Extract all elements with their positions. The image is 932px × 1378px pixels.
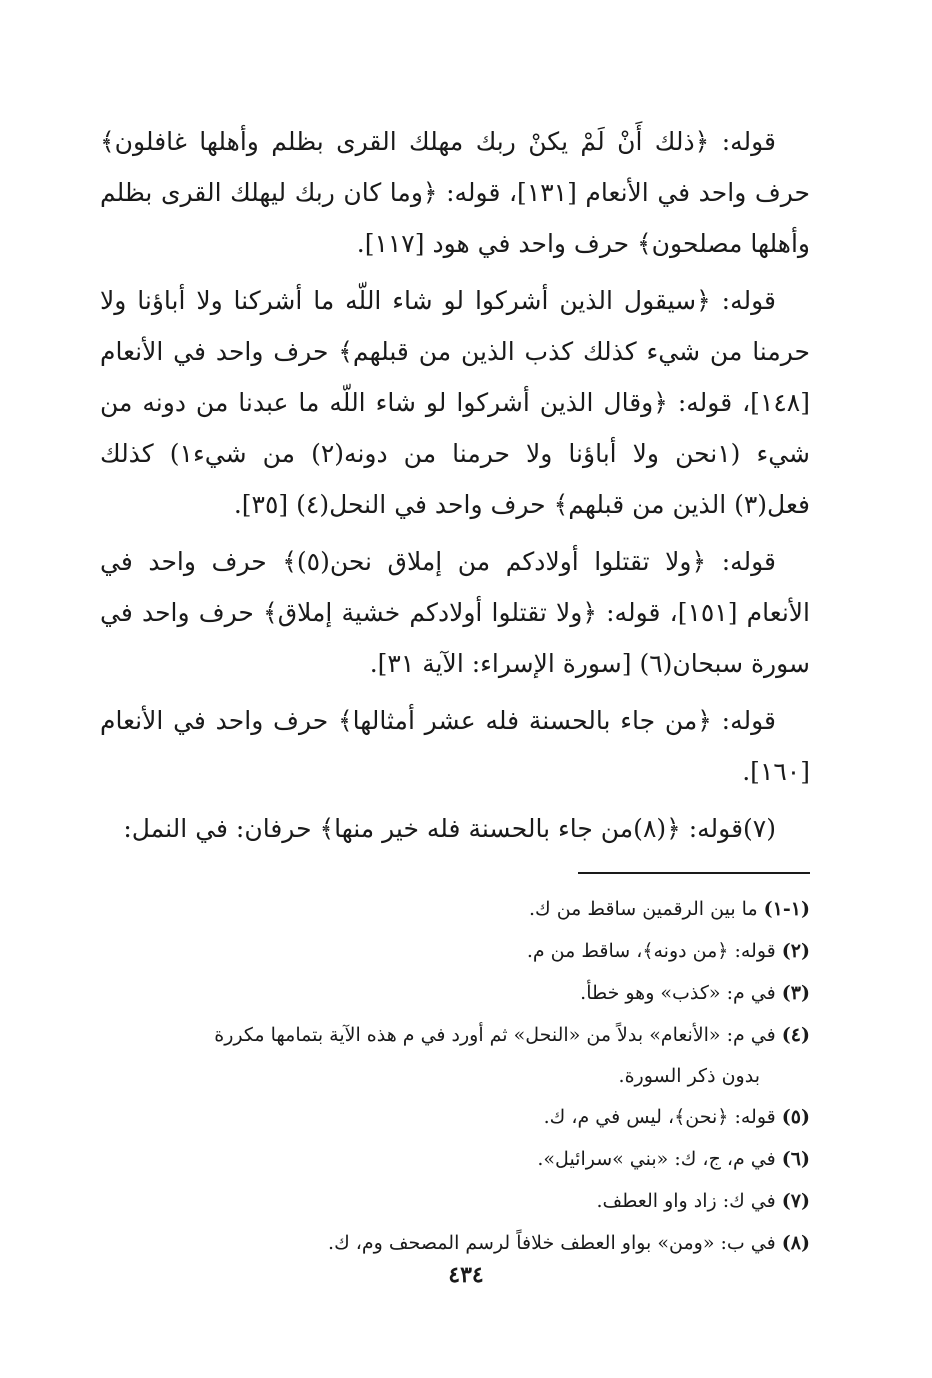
footnote-1 bbox=[100, 888, 810, 930]
footnote-text: في ك: زاد واو العطف. bbox=[596, 1190, 776, 1212]
footnote-number: (٨) bbox=[781, 1232, 810, 1254]
footnote-text: في ب: «ومن» بواو العطف خلافاً لرسم المصحف وم، ك. bbox=[328, 1232, 776, 1254]
page-body bbox=[100, 116, 810, 1264]
footnote-8 bbox=[100, 1222, 810, 1264]
footnote-divider bbox=[578, 872, 810, 874]
paragraph-5: (٧)قوله: ﴿(٨)من جاء بالحسنة فله خير منها﴾ حرفان: في النمل: bbox=[123, 814, 776, 843]
footnote-6 bbox=[100, 1138, 810, 1180]
paragraph-1: قوله: ﴿ذلك أَنْ لَمْ يكنْ ربك مهلك القرى بظلم وأهلها غافلون﴾ حرف واحد في الأنعام [١٣١]، قوله: ﴿وما كان ربك ليهلك القرى بظلم وأهلها مصلحون﴾ حرف واحد في هود [١١٧]. bbox=[100, 127, 811, 258]
paragraph-3: قوله: ﴿ولا تقتلوا أولادكم من إملاق نحن(٥)﴾ حرف واحد في الأنعام [١٥١]، قوله: ﴿ولا تقتلوا أولادكم خشية إملاق﴾ حرف واحد في سورة سبحان(٦) [سورة الإسراء: الآية ٣١]. bbox=[100, 547, 810, 678]
footnote-4 bbox=[100, 1014, 810, 1056]
footnote-number: (٧) bbox=[781, 1190, 810, 1212]
footnote-2 bbox=[100, 930, 810, 972]
footnote-number: (٤) bbox=[781, 1024, 810, 1046]
page-number: ٤٣٤ bbox=[448, 1262, 484, 1288]
footnote-number: (٥) bbox=[781, 1106, 810, 1128]
footnote-number: (٢) bbox=[781, 940, 810, 962]
footnote-text: في م: «الأنعام» بدلاً من «النحل» ثم أورد في م هذه الآية بتمامها مكررة bbox=[214, 1024, 776, 1046]
footnotes bbox=[100, 888, 810, 1264]
footnote-number: (٣) bbox=[781, 982, 810, 1004]
footnote-5 bbox=[100, 1096, 810, 1138]
paragraph-2: قوله: ﴿سيقول الذين أشركوا لو شاء اللّه ما أشركنا ولا أباؤنا ولا حرمنا من شيء كذلك كذب الذين من قبلهم﴾ حرف واحد في الأنعام [١٤٨]، قوله: ﴿وقال الذين أشركوا لو شاء اللّه ما عبدنا من دونه من شيء (١نحن ولا أباؤنا ولا حرمنا من دونه(٢) من شيء١) كذلك فعل(٣) الذين من قبلهم﴾ حرف واحد في النحل(٤) [٣٥]. bbox=[100, 286, 811, 519]
footnote-text: ما بين الرقمين ساقط من ك. bbox=[528, 898, 758, 920]
footnote-4-continuation: بدون ذكر السورة. bbox=[618, 1065, 760, 1087]
footnote-3 bbox=[100, 972, 810, 1014]
footnote-text: قوله: ﴿من دونه﴾، ساقط من م. bbox=[526, 940, 776, 962]
paragraph-4: قوله: ﴿من جاء بالحسنة فله عشر أمثالها﴾ حرف واحد في الأنعام [١٦٠]. bbox=[100, 706, 810, 786]
footnote-number: (٦) bbox=[781, 1148, 810, 1170]
footnote-text: في م: «كذب» وهو خطأ. bbox=[580, 982, 776, 1004]
footnote-text: قوله: ﴿نحن﴾، ليس في م، ك. bbox=[543, 1106, 776, 1128]
footnote-text: في م، ج، ك: «بني »سرائيل». bbox=[537, 1148, 776, 1170]
footnote-number: (١-١) bbox=[763, 898, 810, 920]
footnote-7 bbox=[100, 1180, 810, 1222]
